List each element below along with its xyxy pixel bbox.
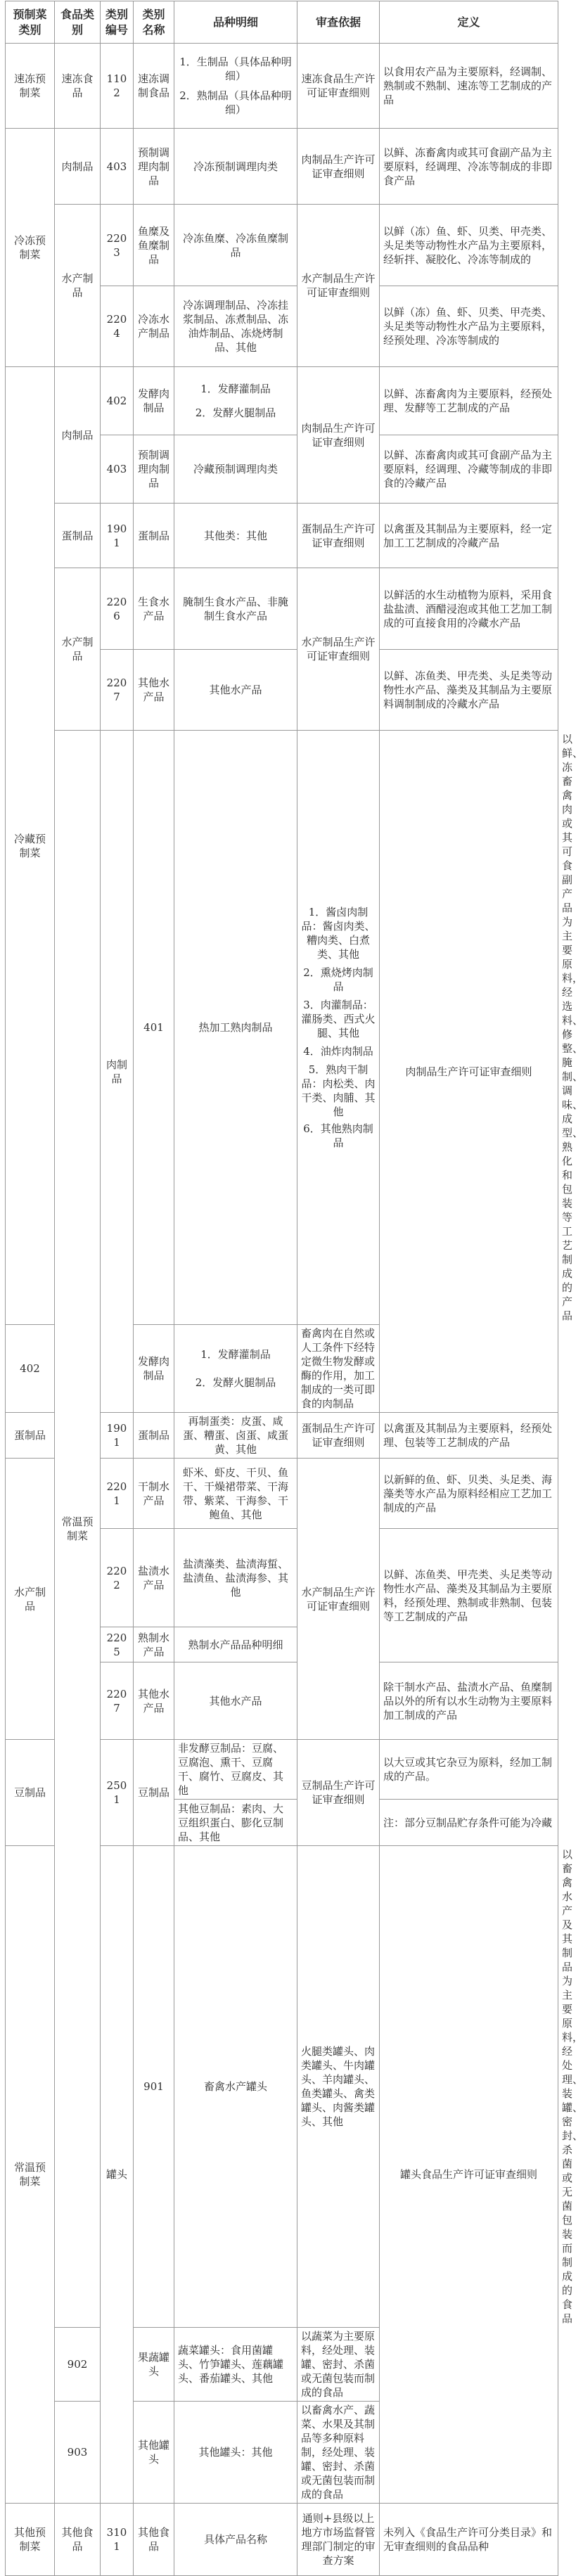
- review-basis: 肉制品生产许可证审查细则: [380, 731, 558, 1413]
- category-name: 鱼糜及鱼糜制品: [134, 205, 174, 286]
- table-header-row: [6, 1, 558, 44]
- section-other: 其他预制菜: [6, 2504, 55, 2576]
- category-name: 预制调理肉制品: [134, 435, 174, 504]
- table-row: 常温预制菜 肉制品 401 热加工熟肉制品 1．酱卤肉制品：酱卤肉类、糟肉类、白煮类、其他 2．熏烧烤肉制品 3．肉灌制品：灌肠类、西式火腿、其他 4．油炸肉制品 5．熟肉干制品：肉松类、肉干类、肉脯、其他 6．其他熟肉制品 肉制品生产许可证审查细则 以鲜、冻畜禽肉或其可食副产品为主要原料，经选料、修整、腌制、调味、成型、熟化和包装等工艺制成的产品: [6, 731, 558, 1325]
- variety-detail: 火腿类罐头、肉类罐头、牛肉罐头、羊肉罐头、鱼类罐头、禽类罐头、肉酱类罐头、其他: [297, 1846, 380, 2328]
- definition-cell: 畜禽肉在自然或人工条件下经特定微生物发酵或酶的作用，加工制成的一类可即食的肉制品: [297, 1325, 380, 1413]
- food-category-cell: 蛋制品: [6, 1413, 55, 1459]
- variety-detail: [174, 367, 297, 435]
- food-category-cell: 速冻食品: [55, 44, 101, 129]
- variety-detail: 其他水产品: [174, 650, 297, 731]
- category-number: 403: [101, 129, 134, 205]
- review-basis: 蛋制品生产许可证审查细则: [297, 504, 380, 568]
- category-name: 盐渍水产品: [134, 1529, 174, 1627]
- review-basis: 通则+县级以上地方市场监督管理部门制定的审查方案: [297, 2504, 380, 2576]
- variety-detail: 冷藏预制调理肉类: [174, 435, 297, 504]
- category-name: 豆制品: [134, 1740, 174, 1846]
- section-frozen: 冷冻预制菜: [6, 129, 55, 367]
- variety-detail: [174, 44, 297, 129]
- detail-line: 2．熟制品（具体品种明细）: [179, 89, 292, 116]
- detail-line: 5．熟肉干制品：肉松类、肉干类、肉脯、其他: [301, 1063, 376, 1118]
- table-row: [6, 2504, 558, 2576]
- definition-cell: 以鲜（冻）鱼、虾、贝类、甲壳类、头足类等动物性水产品为主要原料，经预处理、冷冻等制成的: [380, 286, 558, 367]
- variety-detail: 其他豆制品：素肉、大豆组织蛋白、膨化豆制品、其他: [174, 1800, 297, 1846]
- category-number: 2202: [101, 1529, 134, 1627]
- food-category-cell: 豆制品: [6, 1740, 55, 1846]
- category-number: 902: [55, 2328, 101, 2402]
- category-number: 1901: [101, 504, 134, 568]
- category-name: 其他水产品: [134, 1662, 174, 1740]
- definition-cell: 除干制水产品、盐渍水产品、鱼糜制品以外的所有以水生动物为主要原料加工制成的产品: [380, 1662, 558, 1740]
- definition-cell: 以禽蛋及其制品为主要原料，经预处理、包装等工艺制成的产品: [380, 1413, 558, 1459]
- table-row: 常温预制菜 罐头 901 畜禽水产罐头 火腿类罐头、肉类罐头、牛肉罐头、羊肉罐头、鱼类罐头、禽类罐头、肉酱类罐头、其他 罐头食品生产许可证审查细则 以畜禽水产及其制品为主要原料，经处理、装罐、密封、杀菌或无菌包装而制成的食品: [6, 1846, 558, 2328]
- detail-line: 1．发酵灌制品: [200, 383, 271, 395]
- definition-cell: 以鲜、冻畜禽肉或其可食副产品为主要原料，经调理、冷冻等制成的非即食产品: [380, 129, 558, 205]
- review-basis: 肉制品生产许可证审查细则: [297, 129, 380, 205]
- food-category-cell: 蛋制品: [55, 504, 101, 568]
- category-name: 蛋制品: [134, 504, 174, 568]
- category-number: 401: [134, 731, 174, 1325]
- detail-line: 3．肉灌制品：灌肠类、西式火腿、其他: [301, 999, 376, 1039]
- category-name: 发酵肉制品: [134, 1325, 174, 1413]
- review-basis: 水产制品生产许可证审查细则: [297, 1459, 380, 1740]
- category-name: 其他食品: [134, 2504, 174, 2576]
- food-category-cell: 肉制品: [55, 367, 101, 504]
- variety-detail: 再制蛋类：皮蛋、咸蛋、糟蛋、卤蛋、咸蛋黄、其他: [174, 1413, 297, 1459]
- section-ambient: 常温预制菜: [55, 731, 101, 2328]
- category-number: 3101: [101, 2504, 134, 2576]
- detail-line: 1．生制品（具体品种明细）: [179, 56, 292, 82]
- definition-cell: 以鲜、冻鱼类、甲壳类、头足类等动物性水产品、藻类及其制品为主要原料调制制成的冷藏水产品: [380, 650, 558, 731]
- category-number: 2207: [101, 650, 134, 731]
- table-row: [6, 568, 558, 650]
- category-number: 403: [101, 435, 134, 504]
- section-ambient-can: 常温预制菜: [6, 1846, 55, 2504]
- detail-line: 1．酱卤肉制品：酱卤肉类、糟肉类、白煮类、其他: [301, 906, 376, 961]
- category-name: 其他罐头: [134, 2402, 174, 2504]
- category-name: 畜禽水产罐头: [174, 1846, 297, 2328]
- variety-detail: [174, 1325, 297, 1413]
- definition-cell: 以鲜（冻）鱼、虾、贝类、甲壳类、头足类等动物性水产品为主要原料，经斩拌、凝胶化、冷冻等制成的: [380, 205, 558, 286]
- food-category-cell: 肉制品: [101, 731, 134, 1413]
- definition-cell: 以大豆或其它杂豆为原料，经加工制成的产品。: [380, 1740, 558, 1800]
- category-number: 1102: [101, 44, 134, 129]
- detail-line: 2．熏烧烤肉制品: [303, 966, 373, 993]
- table-row: [6, 504, 558, 568]
- review-basis: 蛋制品生产许可证审查细则: [297, 1413, 380, 1459]
- category-name: 其他水产品: [134, 650, 174, 731]
- definition-cell: 以食用农产品为主要原料，经调制、熟制或不熟制、速冻等工艺制成的产品: [380, 44, 558, 129]
- table-row: [6, 44, 558, 129]
- category-number: 2205: [101, 1627, 134, 1662]
- variety-detail: 其他水产品: [174, 1662, 297, 1740]
- category-name: 干制水产品: [134, 1459, 174, 1529]
- category-name: 生食水产品: [134, 568, 174, 650]
- food-category-cell: 水产制品: [55, 205, 101, 367]
- category-name: 熟制水产品: [134, 1627, 174, 1662]
- detail-line: 1．发酵灌制品: [200, 1348, 271, 1361]
- header-food-category: 食品类别: [55, 1, 101, 44]
- food-category-cell: 罐头: [101, 1846, 134, 2504]
- detail-line: 6．其他熟肉制品: [303, 1122, 373, 1149]
- header-definition: 定义: [380, 1, 558, 44]
- food-category-cell: 其他食品: [55, 2504, 101, 2576]
- variety-detail: 冷冻预制调理肉类: [174, 129, 297, 205]
- category-number: 1901: [101, 1413, 134, 1459]
- variety-detail: 冷冻调理制品、冷冻挂浆制品、冻煮制品、冻油炸制品、冻烧烤制品、其他: [174, 286, 297, 367]
- table-row: [6, 205, 558, 286]
- category-number: 2206: [101, 568, 134, 650]
- detail-line: 4．油炸肉制品: [303, 1045, 373, 1058]
- table-row: [6, 367, 558, 435]
- header-prep-category: 预制菜类别: [6, 1, 55, 44]
- review-basis: 速冻食品生产许可证审查细则: [297, 44, 380, 129]
- variety-detail: 冷冻鱼糜、冷冻鱼糜制品: [174, 205, 297, 286]
- category-number: 903: [55, 2402, 101, 2504]
- category-name: 热加工熟肉制品: [174, 731, 297, 1325]
- category-number: 2501: [101, 1740, 134, 1846]
- category-number: 2207: [101, 1662, 134, 1740]
- definition-cell: 以畜禽水产、蔬菜、水果及其制品等多种原料制，经处理、装罐、密封、杀菌或无菌包装而制成的食品: [297, 2402, 380, 2504]
- variety-detail: 具体产品名称: [174, 2504, 297, 2576]
- definition-cell: 以鲜、冻鱼类、甲壳类、头足类等动物性水产品、藻类及其制品为主要原料，经预处理、熟制或非熟制、包装等工艺制成的产品: [380, 1529, 558, 1662]
- category-number: 2203: [101, 205, 134, 286]
- header-review-basis: 审查依据: [297, 1, 380, 44]
- definition-cell: 以新鲜的鱼、虾、贝类、头足类、海藻类等水产品为原料经相应工艺加工制成的产品: [380, 1459, 558, 1529]
- prepared-food-classification-table: [5, 1, 583, 2576]
- category-number: 2201: [101, 1459, 134, 1529]
- food-category-cell: 水产制品: [55, 568, 101, 731]
- variety-detail: [297, 731, 380, 1325]
- category-name: 发酵肉制品: [134, 367, 174, 435]
- category-number: 402: [6, 1325, 55, 1413]
- category-number: 901: [134, 1846, 174, 2328]
- category-name: 冷冻水产制品: [134, 286, 174, 367]
- variety-detail: 其他类：其他: [174, 504, 297, 568]
- variety-detail: 盐渍藻类、盐渍海蜇、盐渍鱼、盐渍海参、其他: [174, 1529, 297, 1627]
- definition-note: 注：部分豆制品贮存条件可能为冷藏: [380, 1800, 558, 1846]
- category-name: 预制调理肉制品: [134, 129, 174, 205]
- category-name: 速冻调制食品: [134, 44, 174, 129]
- category-name: 蛋制品: [134, 1413, 174, 1459]
- variety-detail: 熟制水产品品种明细: [174, 1627, 297, 1662]
- section-frozen-quick: 速冻预制菜: [6, 44, 55, 129]
- definition-cell: 未列入《食品生产许可分类目录》和无审查细则的食品品种: [380, 2504, 558, 2576]
- section-chilled: 冷藏预制菜: [6, 367, 55, 1325]
- variety-detail: 蔬菜罐头：食用菌罐头、竹笋罐头、莲藕罐头、番茄罐头、其他: [174, 2328, 297, 2402]
- review-basis: 豆制品生产许可证审查细则: [297, 1740, 380, 1846]
- category-number: 402: [101, 367, 134, 435]
- review-basis: 罐头食品生产许可证审查细则: [380, 1846, 558, 2504]
- variety-detail: 腌制生食水产品、非腌制生食水产品: [174, 568, 297, 650]
- category-number: 2204: [101, 286, 134, 367]
- food-category-cell: 水产制品: [6, 1459, 55, 1740]
- detail-line: 2．发酵火腿制品: [195, 1376, 276, 1389]
- definition-cell: 以禽蛋及其制品为主要原料，经一定加工工艺制成的冷藏产品: [380, 504, 558, 568]
- variety-detail: 其他罐头：其他: [174, 2402, 297, 2504]
- header-category-name: 类别名称: [134, 1, 174, 44]
- definition-cell: 以鲜、冻畜禽肉为主要原料，经预处理、发酵等工艺制成的产品: [380, 367, 558, 435]
- review-basis: 肉制品生产许可证审查细则: [297, 367, 380, 504]
- definition-cell: 以鲜、冻畜禽肉或其可食副产品为主要原料，经调理、冷藏等制成的非即食的冷藏产品: [380, 435, 558, 504]
- review-basis: 水产制品生产许可证审查细则: [297, 205, 380, 367]
- definition-cell: 以蔬菜为主要原料，经处理、装罐、密封、杀菌或无菌包装而制成的食品: [297, 2328, 380, 2402]
- definition-cell: 以鲜活的水生动植物为原料，采用食盐盐渍、酒醋浸泡或其他工艺加工制成的可直接食用的冷藏水产品: [380, 568, 558, 650]
- review-basis: 水产制品生产许可证审查细则: [297, 568, 380, 731]
- variety-detail: 虾米、虾皮、干贝、鱼干、干燥裙带菜、干海带、紫菜、干海参、干鲍鱼、其他: [174, 1459, 297, 1529]
- header-category-number: 类别编号: [101, 1, 134, 44]
- header-variety-detail: 品种明细: [174, 1, 297, 44]
- table-row: [6, 129, 558, 205]
- food-category-cell: 肉制品: [55, 129, 101, 205]
- detail-line: 2．发酵火腿制品: [195, 406, 276, 419]
- category-name: 果蔬罐头: [134, 2328, 174, 2402]
- variety-detail: 非发酵豆制品：豆腐、豆腐泡、熏干、豆腐干、腐竹、豆腐皮、其他: [174, 1740, 297, 1800]
